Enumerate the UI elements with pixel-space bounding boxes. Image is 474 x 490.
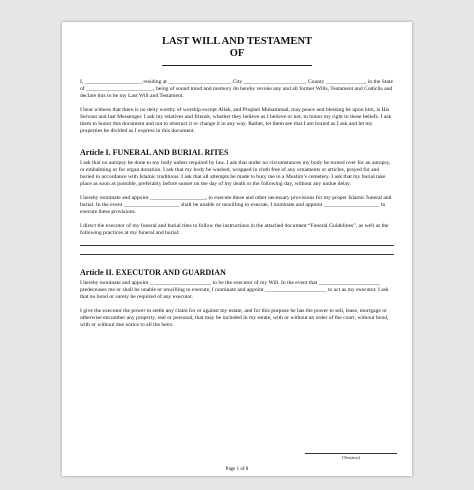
article-2-paragraph-1: I hereby nominate and appoint ______________________ to be the executor of my Will. In the event that ______________________ predeceases me or shall be unable or unwilling to execute, I nominate and appoint ______________________ to act as my executor. I ask that no bond or surety be required of any executor. (80, 280, 389, 301)
blank-line (80, 237, 394, 246)
signature-line (305, 453, 397, 454)
page-footer: Page 1 of 8 (225, 467, 249, 472)
article-2-heading: Article II. EXECUTOR AND GUARDIAN (80, 268, 226, 277)
article-1-heading: Article I. FUNERAL AND BURIAL RITES (80, 148, 229, 158)
intro-paragraph: I, ____________________, residing at ______________________, City ______________________, County ______________, in the State of ________________________, being of sound mind and memory do hereby revoke any and all former Wills, Testament and Codicils and declare this to be my Last Will and Testament. (80, 79, 393, 100)
document-body (80, 36, 394, 329)
article-1-paragraph-3: I direct the executor of my funeral and burial rites to follow the instructions in the attached document “Funeral Guidelines”, as well as the following practices at my funeral and burial: (80, 222, 389, 236)
declaration-paragraph: I bear witness that there is no deity worthy of worship except Allah, and Prophet Muhammad, may peace and blessing be upon him, is His Servant and last Messenger. I ask my relatives and friends, whether they believe as I believe or not, to honor my right to these beliefs. I ask them to honor this document and not to obstruct it or change it in any way. Rather, let them see that I am buried as I ask and let my properties be divided as I express in this document. (80, 106, 392, 135)
document-page (62, 22, 412, 476)
signature-label: (Testator) (342, 455, 360, 460)
article-1-paragraph-2: I hereby nominate and appoint ____________________, to execute these and other necessary provisions for my proper Islamic funeral and burial. In the event ____________________ shall be unable or unwilling to execute, I nominate and appoint ____________________ to execute these provisions. (80, 195, 392, 216)
document-subtitle: OF (229, 48, 245, 59)
article-1-paragraph-1: I ask that no autopsy be done to my body unless required by law. I ask that under no circumstances my body be turned over for an autopsy, or embalming or for organ donation. I ask that my body be washed, wrapped in cloth free of any ornaments or articles, prayed for and buried in accordance with Islamic traditions. I ask that all attempts be made to bury me in a Muslim’s cemetery. I ask that my burial take place as soon as possible, preferably before sunset on the day of my death or the following day, without any undue delay. (80, 160, 391, 188)
document-title: LAST WILL AND TESTAMENT (161, 36, 313, 47)
blank-line (80, 246, 394, 255)
article-2-paragraph-2: I give the executor the power to settle any claim for or against my estate, and for this purpose he has the power to sell, lease, mortgage or otherwise encumber any property, real or personal, that may be included in my estate, with or without an order of the court, without bond, with or without due notice to all the heirs. (80, 307, 389, 328)
